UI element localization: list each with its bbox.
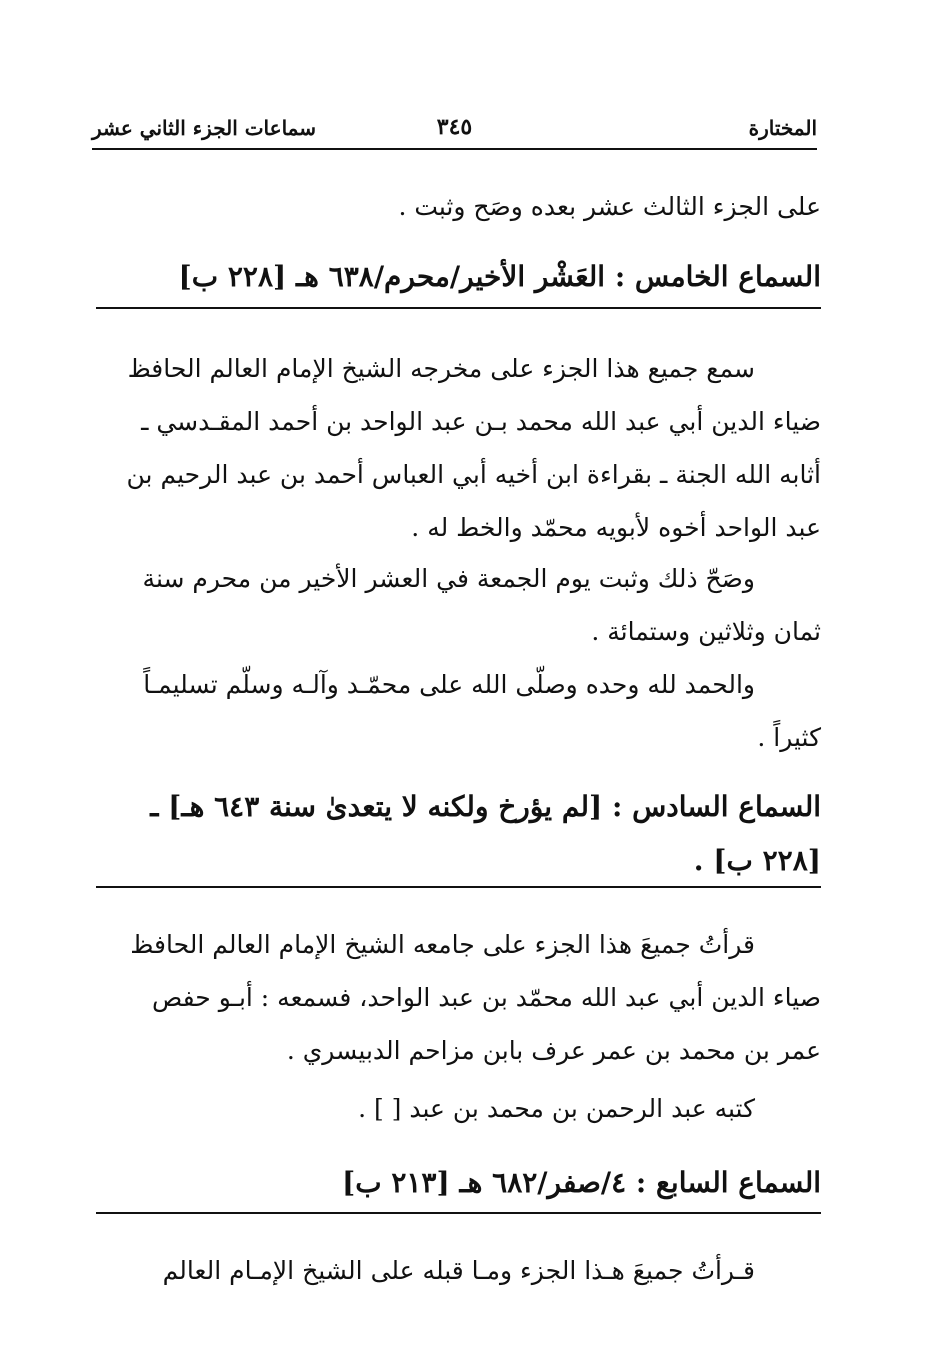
paragraph-line: صياء الدين أبي عبد الله محمّد بن عبد الواحد، فسمعه : أبـو حفص [152,983,821,1012]
session-six-rule [96,886,821,888]
paragraph-line: أثابه الله الجنة ـ بقراءة ابن أخيه أبي العباس أحمد بن عبد الرحيم بن [126,460,821,489]
paragraph-line: ثمان وثلاثين وستمائة . [591,617,821,646]
heading-line: [٢٢٨ ب] . [693,844,821,877]
session-seven-rule [96,1212,821,1214]
paragraph-line: كتبه عبد الرحمن بن محمد بن عبد [ ] . [358,1094,755,1123]
page-number: ٣٤٥ [436,114,473,140]
paragraph-line: عبد الواحد أخوه لأبويه محمّد والخط له . [411,513,821,542]
session-six-heading [96,780,821,888]
paragraph-line: عمر بن محمد بن عمر عرف بابن مزاحم الدبيسري . [286,1036,821,1065]
running-header [92,112,817,146]
header-rule [92,148,817,150]
session-six-paragraph-1 [96,918,821,1077]
session-seven-paragraph-1 [96,1244,821,1297]
header-section-title: سماعات الجزء الثاني عشر [92,116,316,140]
paragraph-line: كثيراً . [757,723,821,752]
session-six-paragraph-2 [96,1082,821,1135]
paragraph-line: وصَحّ ذلك وثبت يوم الجمعة في العشر الأخير من محرم سنة [142,564,755,593]
paragraph-line: على الجزء الثالث عشر بعده وصَح وثبت . [398,192,821,221]
session-five-rule [96,307,821,309]
session-five-paragraph-3 [96,658,821,764]
intro-paragraph [96,180,821,233]
session-seven-heading: السماع السابع : ٤/صفر/٦٨٢ هـ [٢١٣ ب] [341,1166,821,1199]
heading-line: السماع السادس : [لم يؤرخ ولكنه لا يتعدىٰ سنة ٦٤٣ هـ] ـ [150,790,821,823]
session-five-paragraph-1 [96,342,821,554]
paragraph-line: سمع جميع هذا الجزء على مخرجه الشيخ الإمام العالم الحافظ [127,354,755,383]
paragraph-line: قـرأتُ جميعَ هـذا الجزء ومـا قبله على الشيخ الإمـام العالم [162,1256,755,1285]
header-book-title: المختارة [748,116,817,140]
paragraph-line: قرأتُ جميعَ هذا الجزء على جامعه الشيخ الإمام العالم الحافظ [130,930,755,959]
paragraph-line: والحمد لله وحده وصلّى الله على محمّـد وآلـه وسلّم تسليمـاً [143,670,755,699]
session-five-paragraph-2 [96,552,821,658]
session-five-heading: السماع الخامس : العَشْر الأخير/محرم/٦٣٨ هـ [٢٢٨ ب] [178,260,821,293]
paragraph-line: ضياء الدين أبي عبد الله محمد بـن عبد الواحد بن أحمد المقـدسي ـ [141,407,821,436]
